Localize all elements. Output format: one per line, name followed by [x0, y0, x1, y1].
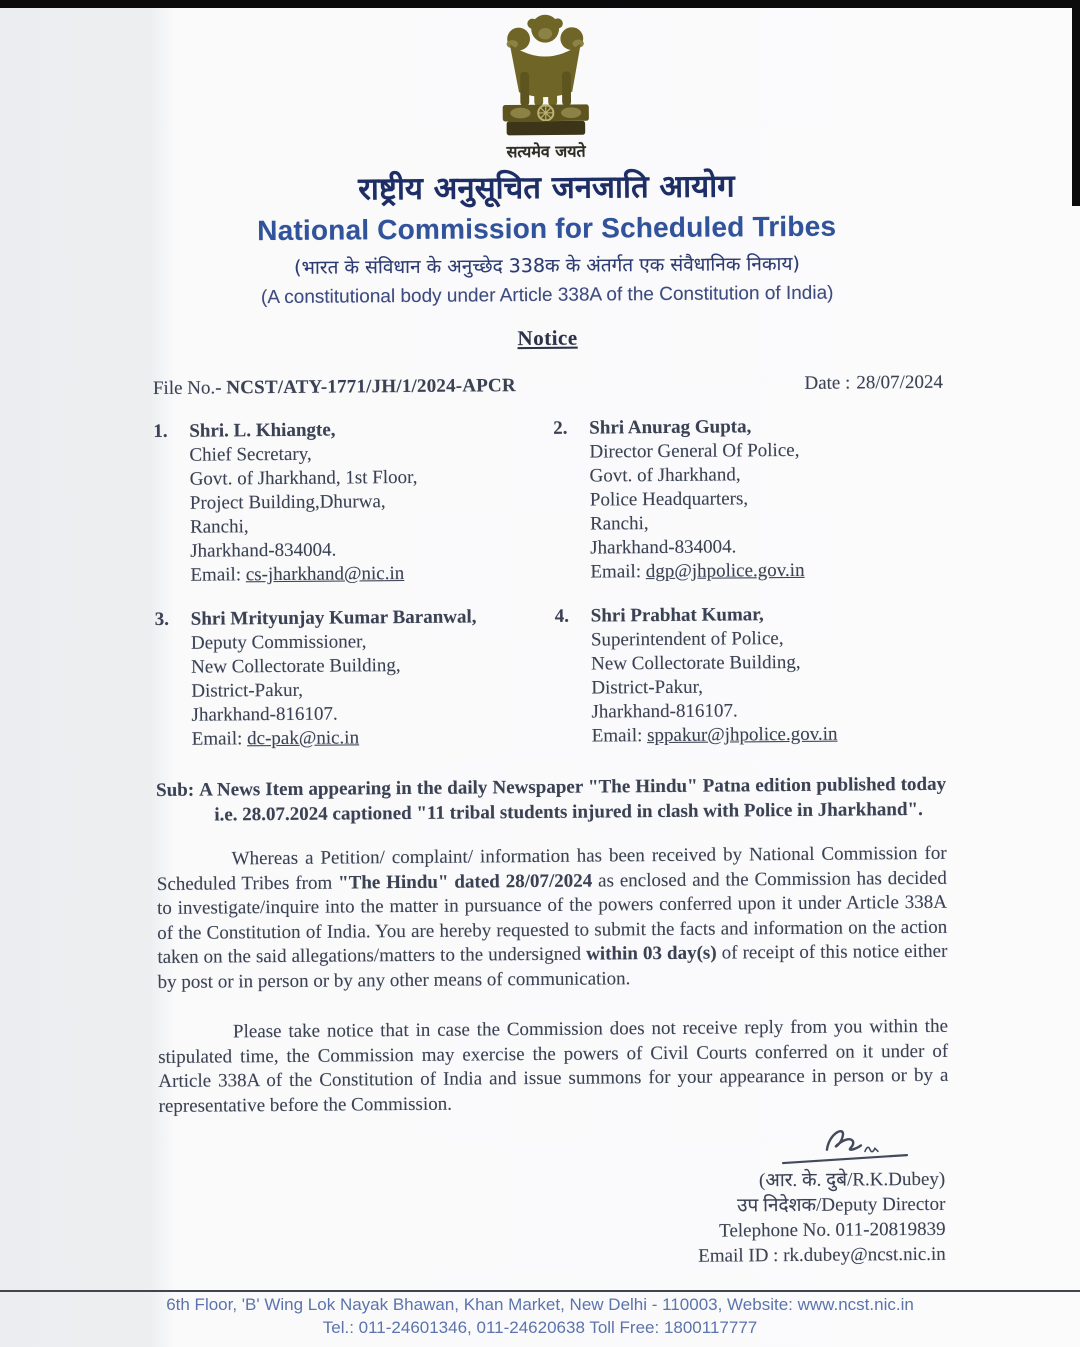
- file-number-label: File No.-: [152, 377, 222, 399]
- date-label: Date :: [804, 372, 851, 394]
- email-label: Email:: [190, 564, 242, 586]
- file-number-value: NCST/ATY-1771/JH/1/2024-APCR: [226, 375, 516, 399]
- addressee-line: Ranchi,: [189, 516, 249, 538]
- file-meta-row: [153, 372, 943, 400]
- addressee-number: 1.: [153, 420, 168, 442]
- scan-edge-top: [0, 0, 1080, 8]
- handwritten-signature: [159, 1121, 945, 1173]
- addressee-email-link[interactable]: dgp@jhpolice.gov.in: [645, 559, 805, 583]
- addressee-line: New Collectorate Building,: [191, 655, 401, 678]
- addressee-line: Jharkhand-834004.: [590, 536, 737, 559]
- body-paragraph-1: [157, 842, 948, 995]
- addressee-email-row: [592, 723, 838, 749]
- commission-subtitle-hindi: (भारत के संविधान के अनुच्छेद 338क के अंतर्गत एक संवैधानिक निकाय): [294, 252, 800, 279]
- addressee-number: 2.: [553, 417, 568, 439]
- addressee-number: 3.: [154, 608, 170, 630]
- addressee-line: Jharkhand-816107.: [191, 703, 338, 726]
- addressee-line: Govt. of Jharkhand,: [589, 464, 741, 487]
- subject-text: A News Item appearing in the daily Newspaper "The Hindu" Patna edition published today i.e. 28.07.2024 captioned "11 tribal students injured in clash with Police in Jharkhand".: [199, 773, 947, 826]
- addressee-details: [589, 415, 804, 585]
- addressee-4: [555, 602, 946, 749]
- addressee-email-link[interactable]: sppakur@jhpolice.gov.in: [647, 723, 838, 747]
- footer-divider: [0, 1290, 1080, 1292]
- email-label: Email:: [591, 725, 643, 747]
- email-label: Email:: [590, 561, 642, 583]
- addressee-name: Shri Anurag Gupta,: [589, 416, 752, 439]
- para1-text: of receipt of this notice either by post or in person or by any other means of communication.: [157, 940, 948, 993]
- commission-title-english: National Commission for Scheduled Tribes: [257, 210, 837, 247]
- subject-label: Sub:: [156, 779, 195, 801]
- addressee-line: District-Pakur,: [591, 676, 704, 699]
- signatory-telephone: Telephone No. 011-20819839: [719, 1218, 946, 1242]
- footer-phones: Tel.: 011-24601346, 011-24620638 Toll Free: 1800117777: [322, 1318, 758, 1337]
- signatory-designation: उप निदेशक/Deputy Director: [737, 1193, 946, 1217]
- para1-bold-deadline: within 03 day(s): [586, 942, 717, 965]
- email-label: Email:: [191, 728, 243, 750]
- addressee-line: Director General Of Police,: [589, 439, 800, 463]
- para1-text: Whereas a Petition/ complaint/ information has been received by National Commission for Scheduled Tribes from: [156, 842, 947, 895]
- footer: [0, 1293, 1080, 1339]
- addressee-2: [553, 414, 944, 585]
- addressee-line: Police Headquarters,: [589, 488, 749, 511]
- emblem-motto: सत्यमेव जयते: [506, 141, 586, 162]
- letterhead: [150, 8, 943, 354]
- addressee-list: [153, 414, 946, 752]
- body-paragraph-2: Please take notice that in case the Commission does not receive reply from you within the stipulated time, the Commission may exercise the powers of Civil Courts conferred on it under of Article 338A of the Constitution of India and issue summons for your appearance in person or by a representative before the Commission.: [158, 1015, 949, 1117]
- addressee-details: [591, 603, 838, 749]
- addressee-line: Project Building,Dhurwa,: [189, 491, 386, 514]
- addressee-line: Ranchi,: [589, 513, 649, 535]
- signatory-name: (आर. के. दुबे/R.K.Dubey): [758, 1168, 946, 1192]
- signatory-email-label: Email ID :: [698, 1245, 779, 1267]
- subject-line: [156, 772, 946, 828]
- addressee-number: 4.: [554, 605, 570, 627]
- addressee-name: Shri Mrityunjay Kumar Baranwal,: [190, 606, 477, 630]
- addressee-email-link[interactable]: dc-pak@nic.in: [247, 727, 360, 750]
- addressee-line: Superintendent of Police,: [590, 628, 784, 651]
- addressee-email-row: [190, 562, 418, 588]
- addressee-line: Jharkhand-834004.: [190, 539, 337, 562]
- para1-bold-source: "The Hindu" dated 28/07/2024: [338, 870, 593, 894]
- addressee-line: Deputy Commissioner,: [190, 631, 367, 654]
- para1-text: as enclosed and the Commission has decided to investigate/inquire into the matter in pursuance of the powers conferred upon it under Article 338A of the Constitution of India. You are hereby requested to submit the facts and information on the action taken on the said allegations/matters to the undersigned: [156, 867, 948, 968]
- scan-edge-right: [1072, 0, 1080, 206]
- footer-address: 6th Floor, 'B' Wing Lok Nayak Bhawan, Khan Market, New Delhi - 110003, Website: www.ncst.nic.in: [166, 1295, 914, 1314]
- addressee-line: Jharkhand-816107.: [591, 700, 738, 723]
- signatory-email-value: rk.dubey@ncst.nic.in: [783, 1243, 946, 1267]
- date-value: 28/07/2024: [856, 371, 943, 394]
- addressee-details: [189, 418, 418, 588]
- addressee-1: [153, 417, 544, 588]
- addressee-name: Shri. L. Khiangte,: [189, 419, 336, 442]
- addressee-details: [191, 605, 478, 751]
- signature-icon: [749, 1121, 919, 1168]
- addressee-3: [155, 605, 546, 752]
- letter-date: [804, 372, 943, 395]
- addressee-line: Chief Secretary,: [189, 443, 312, 466]
- ashoka-lion-capital-icon: [469, 10, 622, 139]
- file-number: [153, 375, 516, 400]
- commission-subtitle-english: (A constitutional body under Article 338A of the Constitution of India): [260, 282, 834, 309]
- addressee-email-row: [192, 725, 478, 751]
- letter-sheet: [150, 8, 950, 1273]
- addressee-line: District-Pakur,: [191, 679, 304, 702]
- addressee-line: New Collectorate Building,: [591, 651, 801, 675]
- commission-title-hindi: राष्ट्रीय अनुसूचित जनजाति आयोग: [357, 168, 735, 208]
- addressee-name: Shri Prabhat Kumar,: [590, 604, 764, 627]
- emblem-of-india: [150, 8, 941, 166]
- addressee-email-link[interactable]: cs-jharkhand@nic.in: [245, 563, 405, 586]
- addressee-line: Govt. of Jharkhand, 1st Floor,: [189, 466, 418, 490]
- notice-heading: Notice: [517, 325, 578, 351]
- signature-block: [159, 1121, 950, 1273]
- signatory-email-row: [160, 1242, 946, 1273]
- addressee-email-row: [590, 559, 804, 585]
